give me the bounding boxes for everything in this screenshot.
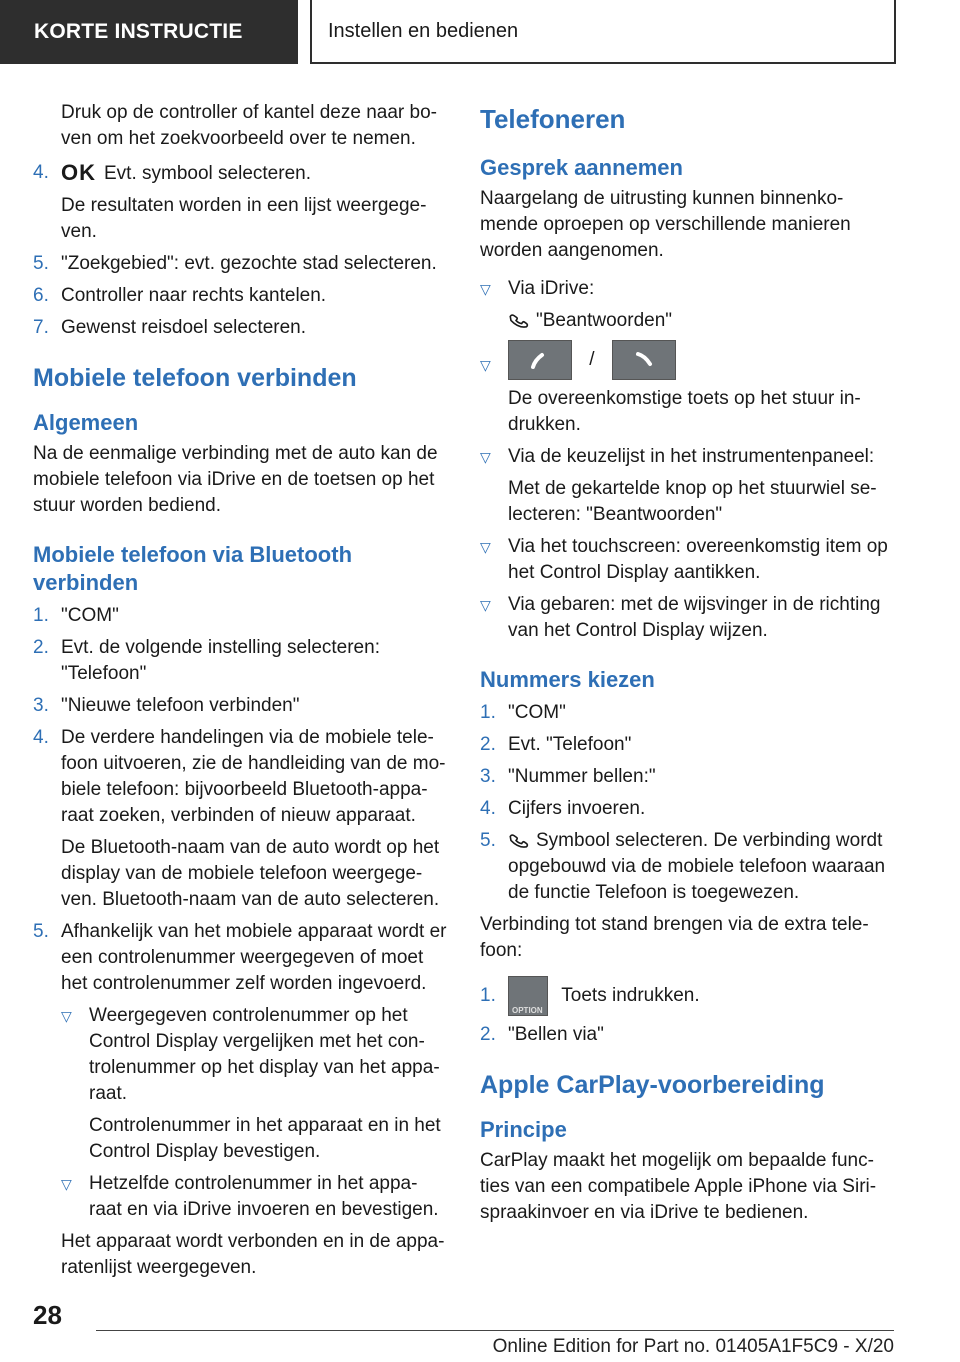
step-number: 4. <box>480 798 496 819</box>
step-number: 1. <box>480 702 496 723</box>
option-button-icon <box>508 976 548 1016</box>
list-item <box>480 764 898 790</box>
page-number: 28 <box>33 1300 62 1330</box>
step-text: "Zoekgebied": evt. gezochte stad selecteren. <box>61 253 437 274</box>
list-item <box>480 700 898 726</box>
list-item <box>480 732 898 758</box>
list-item <box>33 603 448 629</box>
extra-phone-paragraph: Verbinding tot stand brengen via de extra tele-foon: <box>480 914 869 961</box>
bullet-item <box>480 276 898 302</box>
section-heading: Apple CarPlay-voorbereiding <box>480 1071 825 1100</box>
option-button-label: OPTION <box>512 1006 543 1015</box>
step-text: Evt. de volgende instelling selecteren: "Telefoon" <box>61 637 380 684</box>
step-text: Toets indrukken. <box>561 985 700 1007</box>
subsection-heading: Principe <box>480 1117 567 1143</box>
bullet-item <box>480 534 898 586</box>
accept-call-button-icon <box>508 340 572 380</box>
triangle-bullet-icon: ▽ <box>480 357 491 373</box>
section-tab: KORTE INSTRUCTIE <box>0 0 298 64</box>
phone-icon <box>508 311 530 329</box>
subsection-heading: Mobiele telefoon via Bluetooth verbinden <box>33 542 353 595</box>
bullet-text: Hetzelfde controlenummer in het appa-raat en via iDrive invoeren en bevestigen. <box>89 1173 439 1220</box>
step-number: 3. <box>480 766 496 787</box>
subsection-heading: Gesprek aannemen <box>480 155 683 180</box>
step-text: "COM" <box>61 605 119 626</box>
bullet-item <box>480 444 898 470</box>
list-item <box>33 693 448 719</box>
step-number: 2. <box>33 637 49 658</box>
answer-label: "Beantwoorden" <box>536 310 673 331</box>
step-text: Controller naar rechts kantelen. <box>61 285 327 306</box>
bullet-item <box>61 1003 448 1107</box>
list-item <box>33 283 448 309</box>
bullet-text: Via het touchscreen: overeenkomstig item op het Control Display aantikken. <box>508 536 888 583</box>
step-number: 2. <box>480 734 496 755</box>
list-item <box>480 976 898 1016</box>
list-item <box>33 919 448 997</box>
step-text: Symbool selecteren. De verbinding wordt opgebouwd via de mobiele telefoon waaraan de functie Telefoon is toegewezen. <box>508 830 886 903</box>
step-text: "Bellen via" <box>508 1024 604 1046</box>
step-number: 1. <box>480 985 496 1006</box>
step-number: 6. <box>33 285 49 306</box>
bullet-subtext <box>480 308 898 334</box>
step-number: 3. <box>33 695 49 716</box>
ok-symbol-icon: OK <box>61 160 96 185</box>
bullet-text: Weergegeven controlenummer op het Control Display vergelijken met het con-trolenummer op het display van het appa-raat. <box>89 1005 440 1104</box>
list-item <box>33 725 448 829</box>
intro-paragraph: Druk op de controller of kantel deze naar bo-ven om het zoekvoorbeeld over te nemen. <box>61 102 437 149</box>
step-number: 7. <box>33 317 49 338</box>
list-item <box>480 796 898 822</box>
closing-paragraph: Het apparaat wordt verbonden en in de appa-ratenlijst weergegeven. <box>61 1231 445 1278</box>
section-heading: Mobiele telefoon verbinden <box>33 364 357 392</box>
step-text: "COM" <box>508 702 566 723</box>
step-number: 5. <box>33 921 49 942</box>
footer-divider <box>96 1330 894 1331</box>
subsection-heading: Algemeen <box>33 410 139 435</box>
triangle-bullet-icon: ▽ <box>480 597 491 613</box>
list-item <box>33 315 448 341</box>
list-item <box>33 160 448 187</box>
step-text: Afhankelijk van het mobiele apparaat wordt er een controlenummer weergegeven of moet het controlenummer zelf worden ingevoerd. <box>61 921 447 994</box>
bullet-subtext: De overeenkomstige toets op het stuur in-drukken. <box>508 388 861 435</box>
step-number: 2. <box>480 1024 496 1046</box>
list-item <box>480 828 898 906</box>
step-subtext: De resultaten worden in een lijst weergege-ven. <box>61 195 427 242</box>
step-subtext: De Bluetooth-naam van de auto wordt op het display van de mobiele telefoon weergege-ven. Bluetooth-naam van de auto selecteren. <box>61 837 440 910</box>
bullet-text: Via de keuzelijst in het instrumentenpaneel: <box>508 446 875 467</box>
receive-call-button-icon <box>612 340 676 380</box>
general-paragraph: Na de eenmalige verbinding met de auto kan de mobiele telefoon via iDrive en de toetsen op het stuur worden bediend. <box>33 443 438 516</box>
bullet-item <box>480 340 898 380</box>
list-item <box>480 1022 898 1048</box>
bullet-text: Via gebaren: met de wijsvinger in de richting van het Control Display wijzen. <box>508 594 881 641</box>
step-text: Evt. symbool selecteren. <box>104 163 311 184</box>
subsection-heading: Nummers kiezen <box>480 667 655 692</box>
bullet-text: Via iDrive: <box>508 278 595 299</box>
triangle-bullet-icon: ▽ <box>480 539 491 555</box>
section-heading: Telefoneren <box>480 104 626 134</box>
step-text: De verdere handelingen via de mobiele tele-foon uitvoeren, zie de handleiding van de mo-biele telefoon: bijvoorbeeld Bluetooth-appa-raat zoeken, verbinden of nieuw apparaat. <box>61 727 446 826</box>
step-number: 4. <box>33 727 49 748</box>
slash-separator: / <box>589 349 595 371</box>
bullet-subtext: Controlenummer in het apparaat en in het Control Display bevestigen. <box>89 1115 441 1162</box>
list-item <box>33 635 448 687</box>
right-column <box>480 100 898 1226</box>
step-text: "Nummer bellen:" <box>508 766 656 787</box>
step-text: Gewenst reisdoel selecteren. <box>61 317 307 338</box>
answer-paragraph: Naargelang de uitrusting kunnen binnenko-mende oproepen op verschillende manieren worden aangenomen. <box>480 188 851 261</box>
bullet-item <box>61 1171 448 1223</box>
triangle-bullet-icon: ▽ <box>480 281 491 297</box>
step-text: Evt. "Telefoon" <box>508 734 632 755</box>
triangle-bullet-icon: ▽ <box>61 1176 72 1192</box>
bullet-item <box>480 592 898 644</box>
step-number: 4. <box>33 162 49 183</box>
triangle-bullet-icon: ▽ <box>480 449 491 465</box>
phone-icon <box>508 831 530 849</box>
chapter-title: Instellen en bedienen <box>310 0 896 64</box>
principle-paragraph: CarPlay maakt het mogelijk om bepaalde func-ties van een compatibele Apple iPhone via Siri-spraakinvoer en via iDrive te bedienen. <box>480 1150 877 1224</box>
step-text: Cijfers invoeren. <box>508 798 646 819</box>
bullet-subtext: Met de gekartelde knop op het stuurwiel se-lecteren: "Beantwoorden" <box>508 478 877 525</box>
step-number: 1. <box>33 605 49 626</box>
step-number: 5. <box>33 253 49 274</box>
triangle-bullet-icon: ▽ <box>61 1008 72 1024</box>
list-item <box>33 251 448 277</box>
left-column <box>33 100 448 1287</box>
step-text: "Nieuwe telefoon verbinden" <box>61 695 300 716</box>
footer-edition: Online Edition for Part no. 01405A1F5C9 - X/20 <box>492 1336 894 1357</box>
step-number: 5. <box>480 830 496 851</box>
